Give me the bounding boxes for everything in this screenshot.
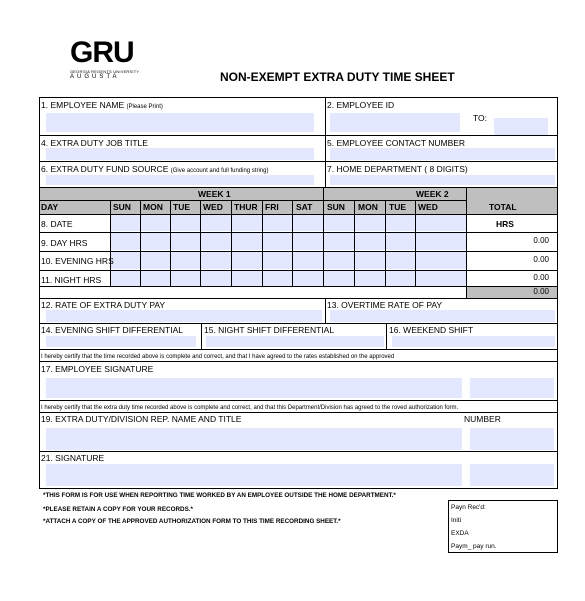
rule — [39, 232, 558, 233]
overtime-rate-field[interactable] — [330, 310, 555, 322]
employee-name-field[interactable] — [46, 113, 314, 132]
rule — [201, 323, 202, 349]
contact-number-label: 5. EMPLOYEE CONTACT NUMBER — [327, 138, 466, 148]
day-hrs-row-label: 9. DAY HRS — [41, 238, 88, 248]
employee-signature-field[interactable] — [46, 378, 462, 398]
footer-note-1: *THIS FORM IS FOR USE WHEN REPORTING TIME WORKED BY AN EMPLOYEE OUTSIDE THE HOME DEPARTMENT.* — [43, 492, 396, 499]
rep-name-label: 19. EXTRA DUTY/DIVISION REP. NAME AND TITLE — [41, 414, 242, 424]
week1-day-sun: SUN — [113, 202, 131, 212]
rate-of-pay-field[interactable] — [46, 310, 322, 322]
rule — [354, 200, 355, 286]
rule — [110, 200, 111, 286]
night-hrs-cells[interactable] — [111, 271, 466, 286]
rule — [39, 161, 558, 162]
week1-day-thur: THUR — [234, 202, 258, 212]
form-title: NON-EXEMPT EXTRA DUTY TIME SHEET — [220, 70, 455, 84]
rule — [39, 451, 558, 452]
to-label: TO: — [473, 113, 488, 123]
payroll-pay-run: Paym_ pay run. — [451, 543, 497, 550]
fund-source-field[interactable] — [46, 175, 314, 185]
week1-day-wed: WED — [203, 202, 223, 212]
home-department-field[interactable] — [330, 175, 555, 185]
rule — [39, 349, 558, 350]
rule — [200, 200, 201, 286]
week1-day-fri: FRI — [265, 202, 279, 212]
rule — [39, 135, 558, 136]
signature-label: 21. SIGNATURE — [41, 453, 105, 463]
certification-2: I hereby certify that the extra duty time recorded above is complete and correct, and that this Department/Division has agreed to the roved authorization form. — [41, 405, 459, 411]
rule — [39, 187, 558, 188]
night-diff-label: 15. NIGHT SHIFT DIFFERENTIAL — [204, 325, 335, 335]
weekend-diff-label: 16. WEEKEND SHIFT — [389, 325, 474, 335]
rule — [262, 200, 263, 286]
weekend-diff-field[interactable] — [392, 336, 555, 347]
payroll-initials: Initi — [451, 517, 462, 524]
footer-note-3: *ATTACH A COPY OF THE APPROVED AUTHORIZATION FORM TO THIS TIME RECORDING SHEET.* — [43, 518, 341, 525]
gru-logo — [70, 38, 139, 80]
rule — [140, 200, 141, 286]
week2-day-sun: SUN — [327, 202, 345, 212]
rule — [39, 270, 558, 271]
rule — [385, 200, 386, 286]
footer-note-2: *PLEASE RETAIN A COPY FOR YOUR RECORDS.* — [43, 506, 193, 513]
signature2-date-field[interactable] — [470, 464, 554, 486]
employee-name-label — [41, 100, 163, 112]
employee-name-text: 1. EMPLOYEE NAME — [41, 100, 125, 110]
evening-hrs-cells[interactable] — [111, 252, 466, 269]
night-hrs-total: 0.00 — [533, 273, 549, 282]
rule — [39, 298, 558, 299]
rep-name-field[interactable] — [46, 428, 462, 450]
certification-1: I hereby certify that the time recorded above is complete and correct, and that I have agreed to the rates established on the approved — [41, 354, 395, 360]
rule — [39, 251, 558, 252]
week1-label: WEEK 1 — [198, 189, 231, 199]
week2-day-mon: MON — [358, 202, 378, 212]
home-department-label: 7. HOME DEPARTMENT ( 8 DIGITS) — [327, 164, 468, 174]
employee-id-label: 2. EMPLOYEE ID — [327, 100, 395, 110]
day-label: DAY — [41, 202, 59, 212]
rule — [292, 200, 293, 286]
overtime-rate-label: 13. OVERTIME RATE OF PAY — [327, 300, 443, 310]
logo-mark: GRU — [70, 36, 134, 69]
payroll-exda: EXDA — [451, 530, 469, 537]
job-title-field[interactable] — [46, 148, 314, 160]
evening-hrs-row-label: 10. EVENING HRS — [41, 256, 114, 266]
rule — [39, 400, 558, 401]
hrs-label: HRS — [496, 219, 514, 229]
grand-total: 0.00 — [533, 287, 549, 296]
rule — [39, 97, 558, 98]
date-cells[interactable] — [111, 215, 466, 231]
fund-source-label — [41, 164, 268, 176]
logo-city: AUGUSTA — [70, 74, 120, 80]
rep-number-label: NUMBER — [464, 414, 501, 424]
rule — [325, 298, 326, 323]
week2-day-tue: TUE — [389, 202, 406, 212]
employee-signature-label: 17. EMPLOYEE SIGNATURE — [41, 364, 154, 374]
rule — [386, 323, 387, 349]
day-hrs-total: 0.00 — [533, 236, 549, 245]
date-row-label: 8. DATE — [41, 219, 73, 229]
rep-number-field[interactable] — [470, 428, 554, 450]
total-label: TOTAL — [489, 202, 517, 212]
rule — [39, 286, 558, 287]
rule — [466, 187, 467, 298]
week1-day-tue: TUE — [173, 202, 190, 212]
week2-label: WEEK 2 — [416, 189, 449, 199]
evening-diff-label: 14. EVENING SHIFT DIFFERENTIAL — [41, 325, 184, 335]
week1-day-sat: SAT — [296, 202, 313, 212]
rule — [39, 214, 558, 215]
day-hrs-cells[interactable] — [111, 233, 466, 250]
rule — [415, 200, 416, 286]
employee-id-field[interactable] — [330, 113, 460, 132]
rule — [325, 97, 326, 187]
rule — [231, 200, 232, 286]
signature-date-field[interactable] — [470, 378, 554, 398]
week2-day-wed: WED — [418, 202, 438, 212]
logo-university: GEORGIA REGENTS UNIVERSITY — [70, 69, 140, 74]
job-title-label: 4. EXTRA DUTY JOB TITLE — [41, 138, 148, 148]
rule — [557, 97, 558, 488]
evening-diff-field[interactable] — [46, 336, 196, 347]
employee-name-hint: (Please Print) — [126, 104, 163, 110]
rate-of-pay-label: 12. RATE OF EXTRA DUTY PAY — [41, 300, 166, 310]
fund-source-hint: (Give account and full funding string) — [170, 168, 269, 174]
week1-day-mon: MON — [143, 202, 163, 212]
rule — [39, 97, 40, 488]
contact-number-field[interactable] — [330, 148, 555, 160]
signature-field[interactable] — [46, 464, 462, 486]
night-hrs-row-label: 11. NIGHT HRS — [41, 275, 102, 285]
rule — [170, 200, 171, 286]
rule — [39, 488, 558, 489]
rule — [323, 187, 324, 286]
night-diff-field[interactable] — [206, 336, 384, 347]
rule — [39, 323, 558, 324]
to-date-field[interactable] — [494, 118, 548, 136]
payroll-received: Payn Rec'd: — [451, 504, 486, 511]
fund-source-text: 6. EXTRA DUTY FUND SOURCE — [41, 164, 169, 174]
rule — [39, 200, 466, 201]
evening-hrs-total: 0.00 — [533, 255, 549, 264]
